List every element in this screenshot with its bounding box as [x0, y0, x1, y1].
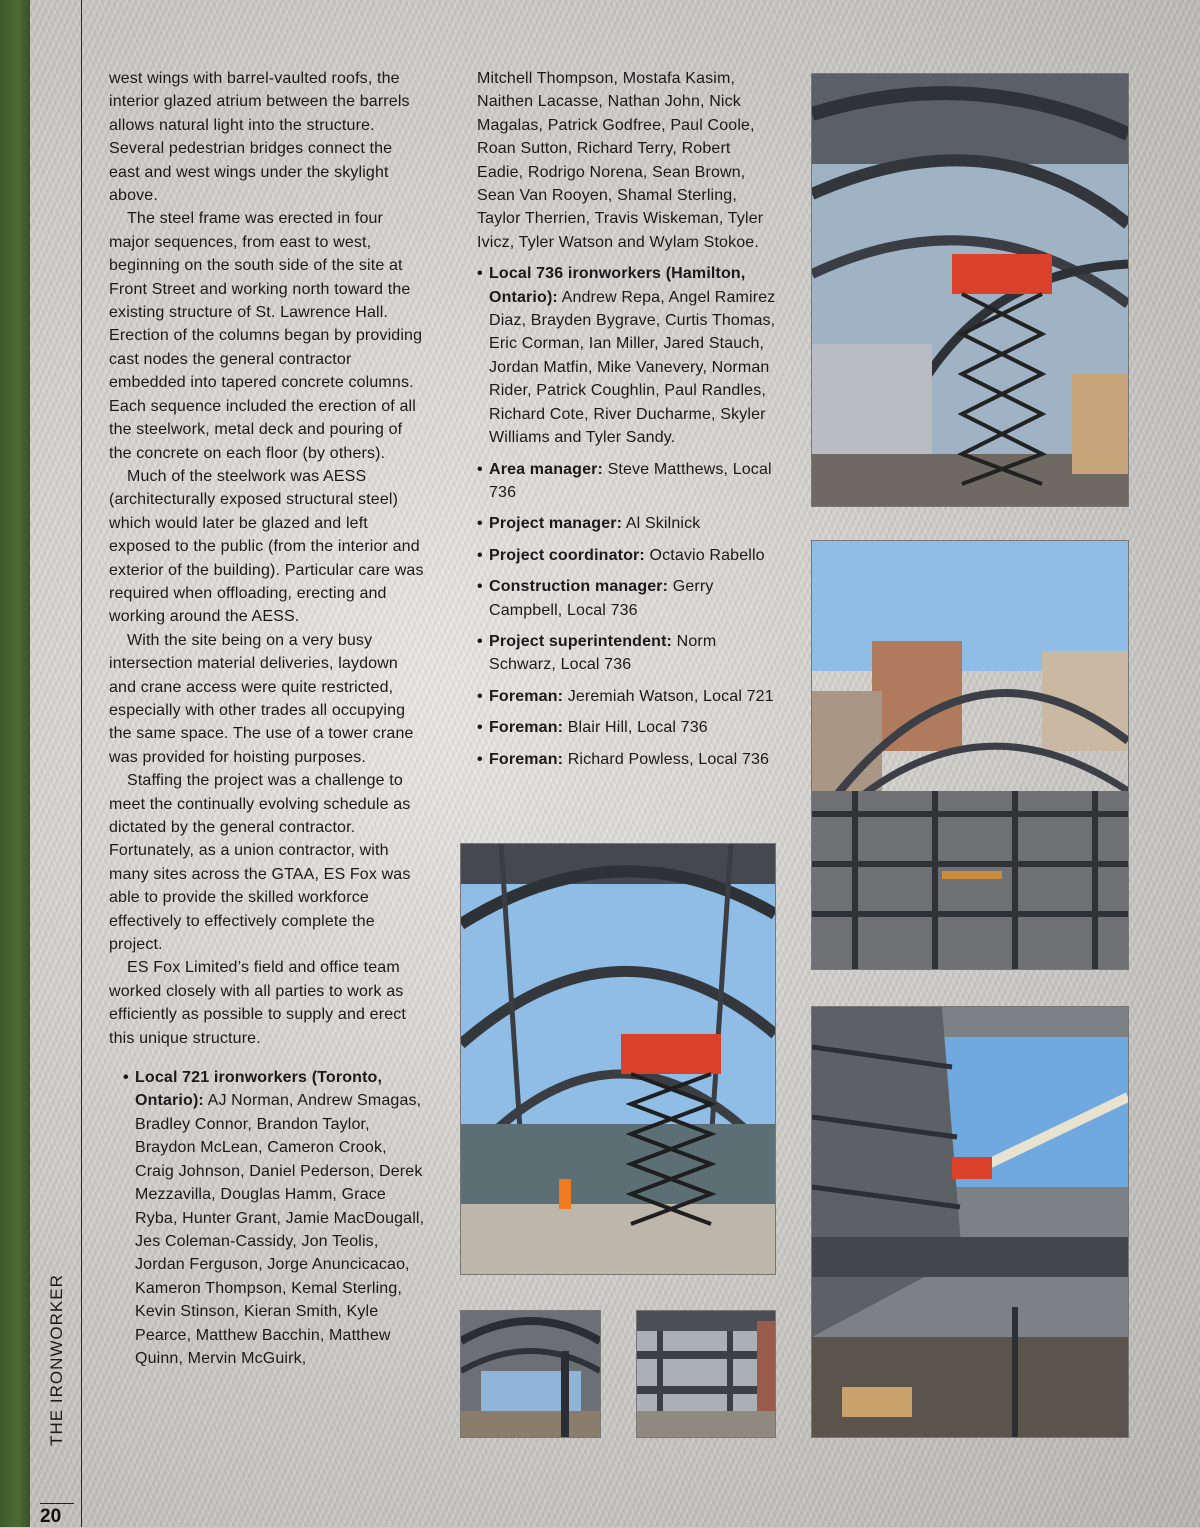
green-spine-bar [0, 0, 30, 1527]
list-item [477, 630, 777, 677]
list-item [477, 748, 777, 771]
photo-small-steel-levels [636, 1310, 776, 1438]
list-item-heading: Local 736 ironworkers (Hamilton, Ontario): [489, 265, 746, 306]
list-item-text: Richard Powless, Local 736 [563, 750, 770, 768]
list-item-heading: Construction manager: [489, 578, 669, 596]
list-item-heading: Project superintendent: [489, 632, 673, 650]
list-item-heading: Foreman: [489, 750, 564, 768]
running-head [42, 1240, 72, 1480]
paragraph: With the site being on a very busy intersection material deliveries, laydown and crane access were quite restricted, especially with other trades all occupying the same space. The use of a tower crane was provided for hoisting purposes. [109, 631, 414, 766]
list-item-heading: Project coordinator: [489, 546, 645, 564]
photo-underside-steel-crane [811, 1006, 1129, 1438]
list-item [477, 262, 777, 449]
list-item-heading: Local 721 ironworkers (Toronto, Ontario): [135, 1069, 383, 1110]
list-item [477, 512, 777, 535]
crew-list [123, 1066, 427, 1370]
paragraph: ES Fox Limited’s field and office team worked closely with all parties to work as efficiently as possible to supply and erect this unique structure. [109, 959, 406, 1047]
photo-barrel-roof-scissor-lift [811, 73, 1129, 507]
page-number-rule [40, 1503, 74, 1504]
list-item-text: Norm Schwarz, Local 736 [489, 632, 717, 674]
list-item-heading: Area manager: [489, 460, 603, 478]
list-item-text: Andrew Repa, Angel Ramirez Diaz, Brayden Bygrave, Curtis Thomas, Eric Corman, Ian Miller, Jared Stauch, Jordan Matfin, Mike Vanevery, Norman Rider, Patrick Coughlin, Paul Randles, Richard Cote, River Ducharme, Skyler Williams and Tyler Sandy. [489, 288, 776, 447]
list-item-heading: Project manager: [489, 515, 623, 533]
list-item-text: Jeremiah Watson, Local 721 [563, 687, 774, 705]
text-column-1 [109, 67, 427, 1370]
list-item-text: Steve Matthews, Local 736 [489, 460, 772, 501]
paragraph: Staffing the project was a challenge to meet the continually evolving schedule as dictated by the general contractor. Fortunately, as a union contractor, with many sites across the GTAA, ES Fox was able to provide the skilled workforce effectively to effectively complete the project. [109, 772, 411, 954]
photo-atrium-arches-lift [460, 843, 776, 1275]
paragraph: Much of the steelwork was AESS (architecturally exposed structural steel) which would later be glazed and left exposed to the public (from the interior and exterior of the building). Particular care was required when offloading, erecting and working around the AESS. [109, 467, 424, 626]
photo-small-arched-corridor [460, 1310, 601, 1438]
running-head-text: THE IRONWORKER [47, 1274, 66, 1446]
list-item-text: Blair Hill, Local 736 [563, 719, 708, 737]
list-item-text: AJ Norman, Andrew Smagas, Bradley Connor, Brandon Taylor, Braydon McLean, Cameron Crook, Craig Johnson, Daniel Pederson, Derek Mezzavilla, Douglas Hamm, Grace Ryba, Hunter Grant, Jamie MacDougall, Jes Coleman-Cassidy, Jon Teolis, Jordan Ferguson, Jorge Anuncicacao, Kameron Thompson, Kemal Sterling, Kevin Stinson, Kieran Smith, Kyle Pearce, Matthew Bacchin, Matthew Quinn, Mervin McGuirk, [135, 1092, 425, 1367]
photo-steel-frame-overview [811, 540, 1129, 970]
spine-rule [81, 0, 82, 1527]
list-item [477, 685, 777, 708]
list-item-text: Gerry Campbell, Local 736 [489, 578, 714, 619]
list-item-heading: Foreman: [489, 719, 564, 737]
list-item-text: Al Skilnick [622, 515, 701, 533]
list-item-heading: Foreman: [489, 687, 564, 705]
list-item [123, 1066, 427, 1370]
list-item [477, 544, 777, 567]
list-item-text: Octavio Rabello [644, 546, 765, 564]
staff-list [477, 262, 777, 771]
text-column-2 [477, 67, 777, 771]
paragraph: west wings with barrel-vaulted roofs, the interior glazed atrium between the barrels allows natural light into the structure. Several pedestrian bridges connect the east and west wings under the skylight above. [109, 70, 410, 205]
paragraph-continuation: Mitchell Thompson, Mostafa Kasim, Naithen Lacasse, Nathan John, Nick Magalas, Patrick Godfree, Paul Coole, Roan Sutton, Richard Terry, Robert Eadie, Rodrigo Norena, Sean Brown, Sean Van Rooyen, Shamal Sterling, Taylor Therrien, Travis Wiskeman, Tyler Ivicz, Tyler Watson and Wylam Stokoe. [477, 70, 764, 251]
paragraph: The steel frame was erected in four major sequences, from east to west, beginning on the south side of the site at Front Street and working north toward the existing structure of St. Lawrence Hall. Erection of the columns began by providing cast nodes the general contractor embedded into tapered concrete columns. Each sequence included the erection of all the steelwork, metal deck and pouring of the concrete on each floor (by others). [109, 210, 423, 462]
list-item [477, 575, 777, 622]
list-item [477, 716, 777, 739]
list-item [477, 458, 777, 505]
page-number: 20 [40, 1506, 62, 1527]
